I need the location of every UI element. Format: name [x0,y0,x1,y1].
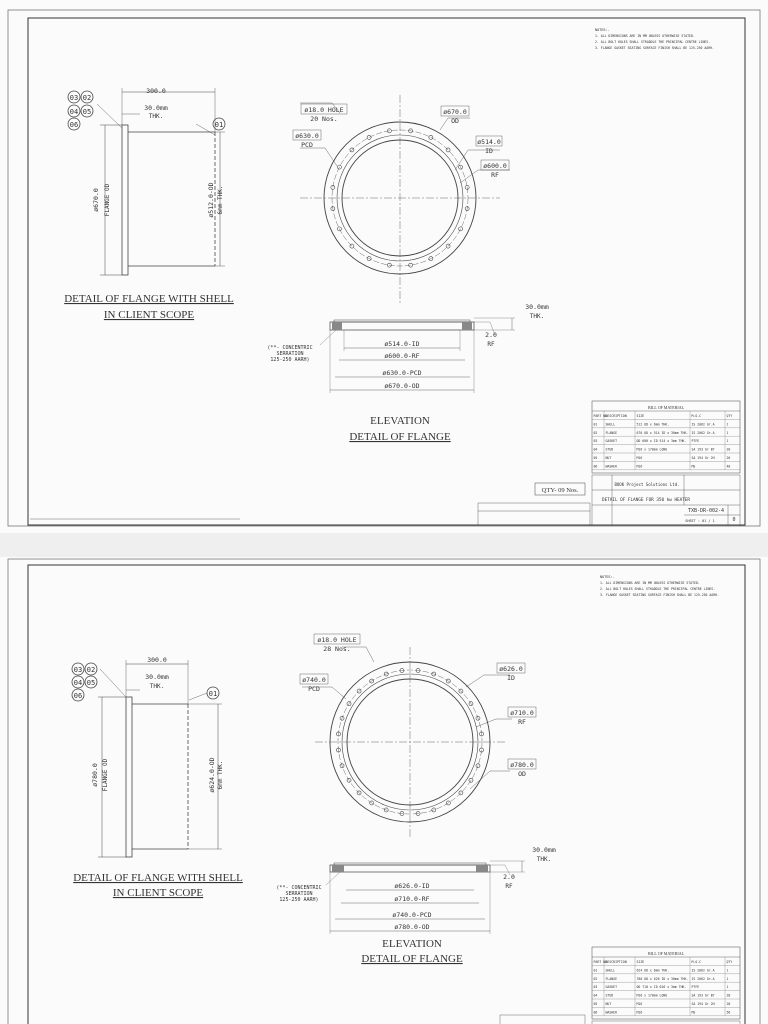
elevation-title: ELEVATION [370,415,430,427]
quantity-label: QTY- 09 Nos. [541,487,579,494]
bom-cell: 780 OD x 626 ID x 30mm THK. [636,976,689,981]
bom-cell: PTFE [691,985,700,990]
bom-cell: NUT [605,1002,612,1006]
elev-thk-dim: 30.0mm [532,846,556,854]
flange-plan-view [293,95,510,305]
page-gap [0,533,768,557]
bom-title: BILL OF MATERIAL [647,951,685,956]
rf-leader [460,170,510,183]
bom-cell: IS 2062 Gr.A [691,430,715,435]
elev-thk-unit: THK. [536,856,552,863]
flange-od-dim: ø670.0 [92,188,100,212]
bubble-label: 01 [214,121,224,129]
rf-height-dim: 2.0 [503,873,515,881]
id-dim: ø626.0 [499,665,523,673]
shell-thk-dim: 6mm THK. [217,185,224,215]
bill-of-material [592,947,740,1019]
drawing-sheet-2 [0,557,768,1024]
serration-note: (**- CONCENTRIC [267,345,313,351]
od-dim: ø670.0 [443,108,467,116]
bom-cell: FLANGE [605,430,618,435]
bom-cell: WASHER [605,1010,618,1015]
bom-cell: 03 [593,985,598,990]
bom-cell: PTFE [691,439,700,444]
bom-cell: SA 194 Gr 2H [691,1002,715,1006]
thk-unit: THK. [148,113,164,120]
thk-unit: THK. [149,683,165,690]
od-dim: ø780.0 [510,761,534,769]
bom-cell: NUT [605,456,612,460]
bom-cell: 56 [726,1010,731,1015]
bill-of-material [592,401,740,473]
note-line: 1. ALL DIMENSIONS ARE IN MM UNLESS OTHERWISE STATED. [600,581,700,585]
thk-dim: 30.0mm [145,673,169,681]
rf-label: RF [518,718,526,726]
bom-cell: 06 [593,1010,598,1015]
bom-cell: WASHER [605,464,618,469]
bom-cell: 624 OD x 6mm THK. [636,968,670,973]
id-dim: ø514.0 [477,138,501,146]
note-line: 2. ALL BOLT HOLES SHALL STRADDLE THE PRINCIPAL CENTRE LINES. [600,587,716,591]
serration-note: 125-250 AARH) [270,357,310,363]
bom-cell: MS [691,464,696,469]
bubble-label: 06 [73,692,83,700]
bom-cell: MS [691,1010,696,1015]
rf-dim: ø600.0 [483,162,507,170]
bom-header: SIZE [636,960,645,964]
bolt-hole [367,135,371,139]
elev-rf-dim: ø710.0-RF [394,895,430,903]
hole-count: 20 Nos. [310,115,338,123]
rf-dim: ø710.0 [510,709,534,717]
bom-cell: GASKET [605,985,618,990]
bom-cell: IS 2062 Gr.A [691,976,715,981]
bubble-label: 05 [82,108,92,116]
bolt-hole [465,185,469,189]
elev-thk-dim: 30.0mm [525,303,549,311]
serration-note: (**- CONCENTRIC [276,885,322,891]
bom-cell: 03 [593,439,598,444]
od-label: OD [451,117,459,125]
elev-id-dim: ø514.0-ID [384,340,420,348]
length-dim: 300.0 [147,656,167,664]
shell-subtitle: IN CLIENT SCOPE [112,887,204,899]
elev-id-dim: ø626.0-ID [394,882,430,890]
bom-cell: 28 [726,993,731,998]
notes-heading: NOTES:- [595,28,610,32]
flange-hatch-left [332,322,342,330]
id-label: ID [507,674,515,682]
bom-cell: OD 710 x ID 626 x 3mm THK. [636,985,687,990]
bom-header: M.O.C [691,960,702,964]
bom-cell: 04 [593,447,598,452]
notes-heading: NOTES:- [600,575,615,579]
bom-header: PART NO. [593,960,609,964]
title-block-partial [500,1015,740,1024]
shell-od-dim: ø624.0-OD [208,757,216,793]
serration-note: SERRATION [285,891,313,897]
bom-cell: M16 [636,464,643,469]
shell-title: DETAIL OF FLANGE WITH SHELL [64,293,234,305]
bubble-label: 03 [73,666,83,674]
bom-cell: IS 2062 Gr.A [691,422,715,427]
bom-cell: 1 [726,976,729,981]
bom-header: DESCRIPTION [605,960,627,964]
bubble-label: 01 [208,690,218,698]
bolt-hole [350,244,354,248]
pcd-label: PCD [301,141,313,149]
bubble-label: 04 [73,679,83,687]
flange-hatch-right [476,865,488,872]
rf-height-dim: 2.0 [485,331,497,339]
bom-cell: 1 [726,985,729,990]
sheet-number: SHEET : 01 / 1 [685,519,715,523]
bom-cell: SHELL [605,422,616,427]
bom-cell: 670 OD x 514 ID x 30mm THK. [636,430,689,435]
bom-cell: 28 [726,1002,731,1006]
bom-cell: 20 [726,456,731,460]
bom-cell: 01 [593,422,598,427]
elevation-subtitle: DETAIL OF FLANGE [361,953,463,965]
flange-od-label: FLANGE OD [102,758,109,792]
bom-cell: 05 [593,456,598,460]
shell-od-dim: ø512.0-OD [207,182,215,218]
serration-note: 125-250 AARH) [279,897,319,903]
drawing-title: DETAIL OF FLANGE FOR 350 kw HEATER [602,498,690,503]
bom-cell: 1 [726,422,729,427]
rf-height-label: RF [505,883,513,890]
hole-count: 28 Nos. [323,645,351,653]
bom-cell: 20 [726,447,731,452]
rf-label: RF [491,171,499,179]
revision: 0 [732,517,736,523]
bom-header: M.O.C [691,414,702,418]
id-leader [466,675,510,687]
thk-dim: 30.0mm [144,104,168,112]
pcd-dim: ø630.0 [295,132,319,140]
shell-thk-dim: 6mm THK. [217,760,224,790]
bom-header: DESCRIPTION [605,414,627,418]
note-line: 2. ALL BOLT HOLES SHALL STRADDLE THE PRINCIPAL CENTRE LINES. [595,40,711,44]
bom-cell: OD 600 x ID 514 x 3mm THK. [636,439,687,444]
hole-size: ø18.0 HOLE [304,106,344,114]
bom-cell: IS 2062 Gr.A [691,968,715,973]
shell-detail [72,660,222,857]
bom-title: BILL OF MATERIAL [647,405,685,410]
company-name: BOOK Project Solutions Ltd. [614,482,680,487]
flange-hatch-right [462,322,472,330]
elev-pcd-dim: ø740.0-PCD [392,911,432,919]
bom-cell: 512 OD x 6mm THK. [636,422,670,427]
bubble-label: 06 [69,121,79,129]
bom-cell: 1 [726,439,729,444]
bubble-label: 02 [86,666,96,674]
notes-block [600,575,719,597]
flange-body [330,865,490,872]
elev-rf-dim: ø600.0-RF [384,352,420,360]
bom-header: SIZE [636,414,645,418]
bubble-label: 02 [82,94,92,102]
bubble-label: 03 [69,94,79,102]
rf-height-label: RF [487,341,495,348]
bom-cell: M16 [636,456,643,460]
bubble-label: 04 [69,108,79,116]
bolt-hole [409,263,413,267]
shell-subtitle: IN CLIENT SCOPE [103,309,195,321]
bom-cell: FLANGE [605,976,618,981]
bom-cell: 02 [593,976,598,981]
bom-cell: GASKET [605,439,618,444]
note-line: 1. ALL DIMENSIONS ARE IN MM UNLESS OTHERWISE STATED. [595,34,695,38]
bom-cell: M16 x 170mm LONG [636,993,668,998]
bom-cell: 1 [726,968,729,973]
bom-cell: SA 193 Gr B7 [691,447,715,452]
serration-note: SERRATION [276,351,304,357]
bom-cell: 04 [593,993,598,998]
elevation-subtitle: DETAIL OF FLANGE [349,431,451,443]
bom-cell: STUD [605,993,614,998]
flange-section [122,125,128,275]
bolt-hole [429,135,433,139]
bom-cell: 1 [726,430,729,435]
notes-block [595,28,714,50]
bom-cell: 05 [593,1002,598,1006]
bom-header: PART NO. [593,414,609,418]
bom-header: QTY [726,414,733,418]
bom-cell: M16 [636,1002,643,1006]
od-label: OD [518,770,526,778]
bolt-hole [331,185,335,189]
bom-header: QTY [726,960,733,964]
bom-cell: SA 194 Gr 2H [691,456,715,460]
od-leader [470,771,510,789]
bom-cell: M16 x 170mm LONG [636,447,668,452]
bom-cell: 02 [593,430,598,435]
hole-size: ø18.0 HOLE [317,636,357,644]
elev-thk-unit: THK. [529,313,545,320]
bom-cell: M16 [636,1010,643,1015]
length-dim: 300.0 [146,87,166,95]
shell-detail [68,88,225,275]
flange-hatch-left [332,865,344,872]
pcd-dim: ø740.0 [302,676,326,684]
bom-cell: SA 193 Gr B7 [691,993,715,998]
flange-body [330,322,474,330]
shell-title: DETAIL OF FLANGE WITH SHELL [73,872,243,884]
flange-od-label: FLANGE OD [104,183,111,217]
id-label: ID [485,147,493,155]
bubble-label: 05 [86,679,96,687]
drawing-number: TXB-DR-002-4 [687,508,725,514]
rf-leader [476,719,512,727]
bom-cell: 40 [726,464,731,469]
elev-od-dim: ø670.0-OD [384,382,420,390]
note-line: 3. FLANGE GASKET SEATING SURFACE FINISH SHALL BE 125-250 AARH. [595,46,714,50]
note-line: 3. FLANGE GASKET SEATING SURFACE FINISH SHALL BE 125-250 AARH. [600,593,719,597]
bom-cell: STUD [605,447,614,452]
flange-section [126,697,132,857]
pcd-leader [300,148,337,166]
elevation-title: ELEVATION [382,938,442,950]
bom-cell: 06 [593,464,598,469]
elev-pcd-dim: ø630.0-PCD [382,369,422,377]
elev-od-dim: ø780.0-OD [394,923,430,931]
flange-od-dim: ø780.0 [91,763,99,787]
pcd-label: PCD [308,685,320,693]
bom-cell: 01 [593,968,598,973]
bom-cell: SHELL [605,968,616,973]
